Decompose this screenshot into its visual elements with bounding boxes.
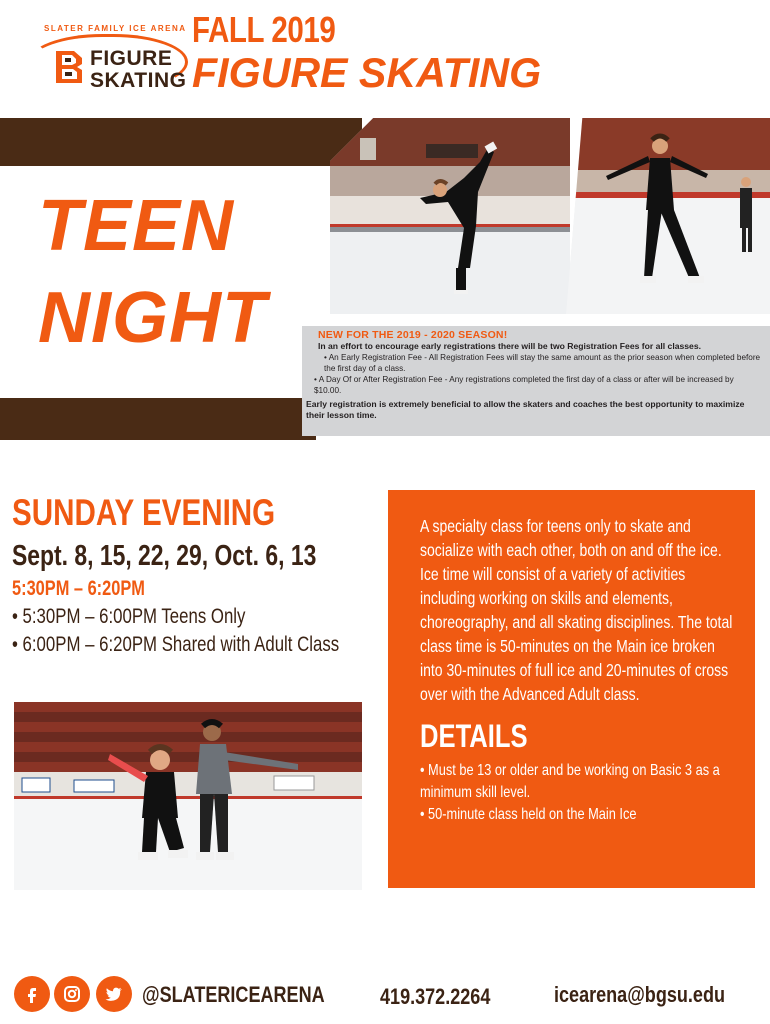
instagram-icon[interactable]: [54, 976, 90, 1012]
email-address[interactable]: icearena@bgsu.edu: [554, 982, 725, 1007]
schedule-item-shared: • 6:00PM – 6:20PM Shared with Adult Class: [12, 633, 340, 656]
logo-line-figure: FIGURE: [90, 47, 173, 70]
notice-intro: In an effort to encourage early registrations there will be two Registration Fees for all classes.: [318, 341, 702, 351]
registration-notice: [302, 326, 770, 436]
schedule: [12, 494, 392, 655]
notice-heading: NEW FOR THE 2019 - 2020 SEASON!: [318, 329, 508, 341]
event-title: [38, 180, 267, 364]
schedule-time: 5:30PM – 6:20PM: [12, 577, 145, 600]
details-item-age: • Must be 13 or older and be working on Basic 3 as a minimum skill level.: [420, 762, 720, 801]
schedule-item-teens-only: • 5:30PM – 6:00PM Teens Only: [12, 605, 246, 628]
phone-number[interactable]: 419.372.2264: [380, 984, 491, 1009]
schedule-dates: Sept. 8, 15, 22, 29, Oct. 6, 13: [12, 540, 317, 572]
notice-bullet-dayof: • A Day Of or After Registration Fee - Any registrations completed the first day of a class or after will be increased by $10.00.: [314, 375, 734, 395]
event-title-line1: TEEN: [38, 186, 235, 266]
brown-band-top: [0, 118, 362, 166]
bg-monogram-icon: [52, 49, 88, 85]
twitter-icon[interactable]: [96, 976, 132, 1012]
social-handle[interactable]: @SLATERICEARENA: [142, 982, 325, 1007]
logo-arena-name: SLATER FAMILY ICE ARENA: [44, 24, 187, 33]
notice-footer: Early registration is extremely beneficial to allow the skaters and coaches the best opportunity to maximize their lesson time.: [306, 399, 745, 420]
figure-skating-logo: [22, 14, 192, 94]
photo-two-skaters: [14, 702, 362, 890]
program-title: FIGURE SKATING: [192, 49, 542, 96]
photo-skater-spiral: [330, 118, 570, 314]
class-description-box: [388, 490, 755, 888]
notice-bullet-early: • An Early Registration Fee - All Registration Fees will stay the same amount as the prior season when completed before the first day of a class.: [324, 353, 761, 373]
facebook-icon[interactable]: [14, 976, 50, 1012]
details-item-duration: • 50-minute class held on the Main Ice: [420, 806, 637, 823]
details-title: DETAILS: [420, 718, 528, 754]
class-description: A specialty class for teens only to skate and socialize with each other, both on and off the ice. Ice time will consist of a variety of activities including working on skills and elements, choreography, and all skating disciplines. The total class time is 50-minutes on the Main ice broken into 30-minutes of full ice and 20-minutes of cross over with the Advanced Adult class.: [420, 516, 733, 704]
event-title-line2: NIGHT: [38, 278, 267, 358]
brown-band-bottom: [0, 398, 316, 440]
photo-skater-standing: [566, 118, 770, 314]
season-title: FALL 2019: [192, 9, 336, 50]
schedule-day: SUNDAY EVENING: [12, 492, 276, 533]
logo-line-skating: SKATING: [90, 69, 187, 92]
